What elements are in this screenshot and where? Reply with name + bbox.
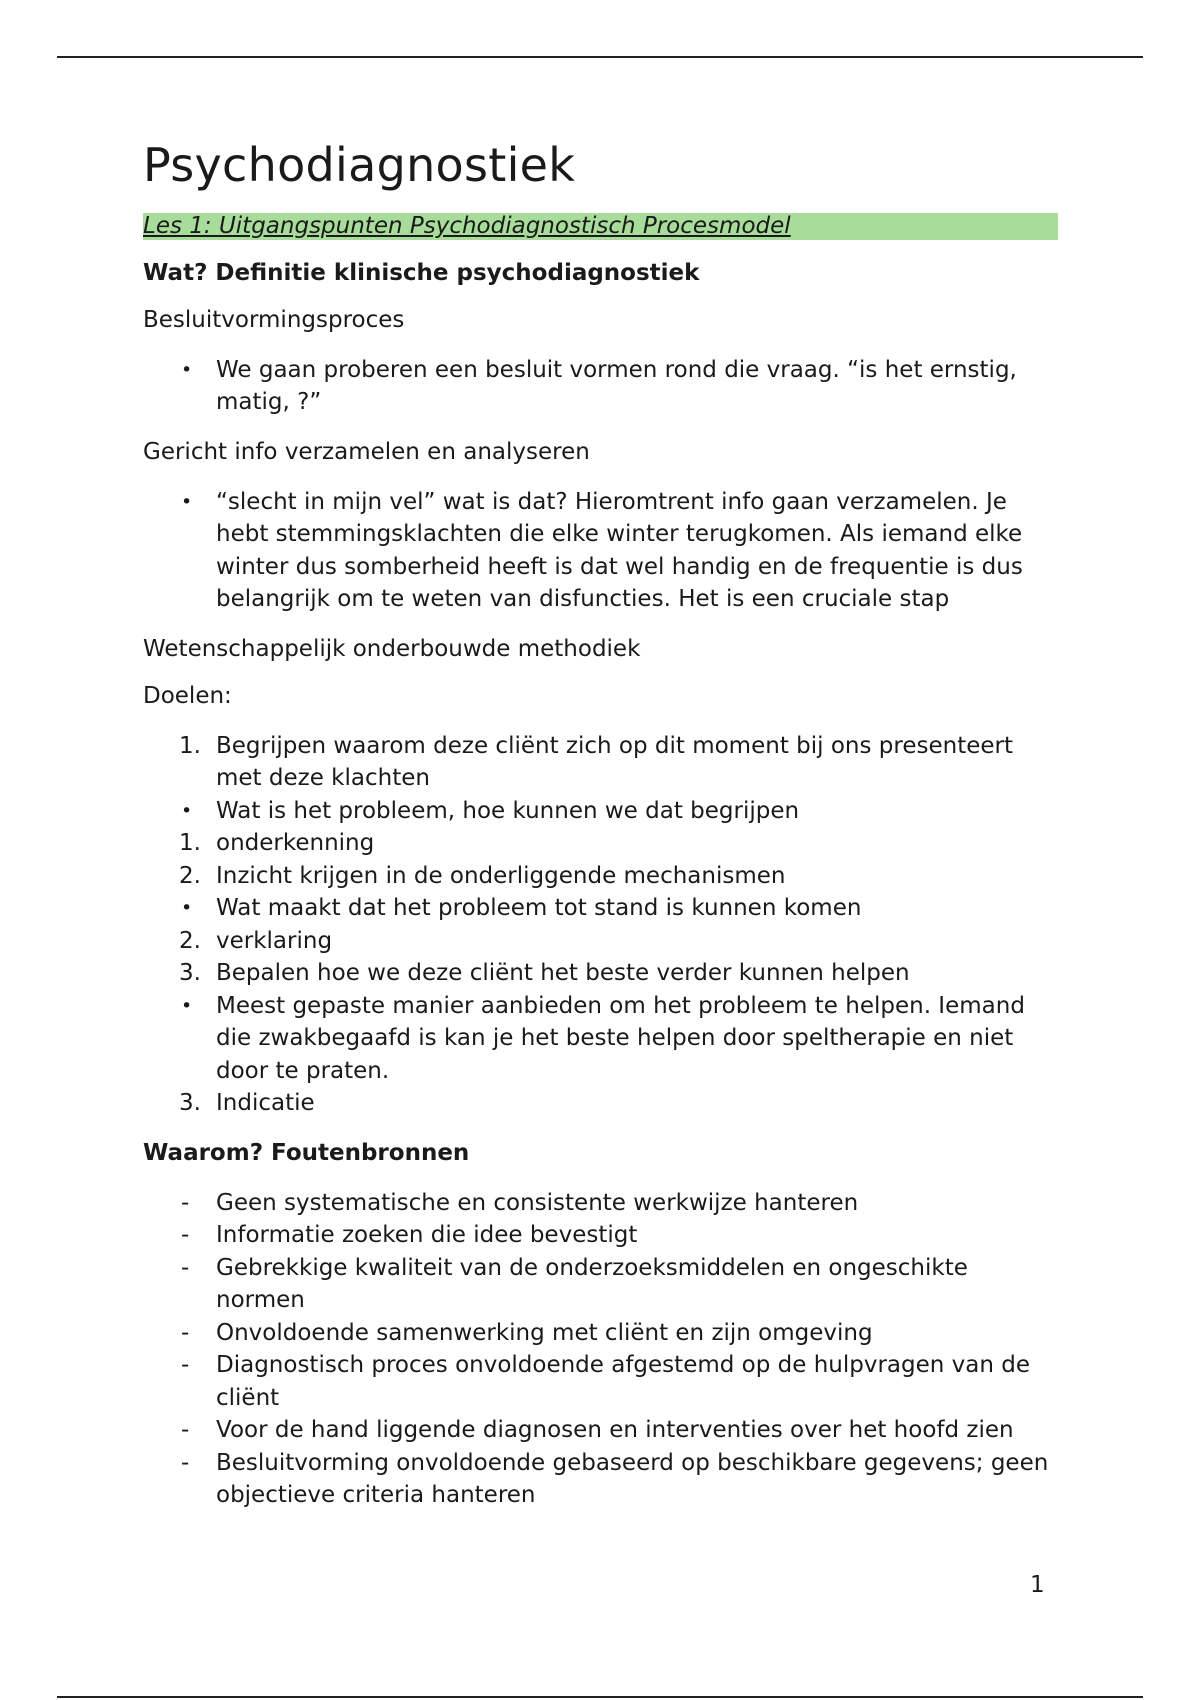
list-item: [143, 990, 1058, 1088]
list-item-text: Meest gepaste manier aanbieden om het probleem te helpen. Iemand die zwakbegaafd is kan je het beste helpen door speltherapie en niet door te praten.: [216, 992, 1025, 1084]
list-item-text: Inzicht krijgen in de onderliggende mechanismen: [216, 862, 786, 889]
list-item-text: Wat is het probleem, hoe kunnen we dat begrijpen: [216, 797, 800, 824]
paragraph-methodiek: Wetenschappelijk onderbouwde methodiek: [143, 635, 641, 662]
list-marker: 3.: [179, 1090, 201, 1117]
paragraph-besluitvormingsproces: Besluitvormingsproces: [143, 306, 405, 333]
list-marker: -: [181, 1417, 190, 1444]
document-page: [143, 140, 1058, 1532]
section-heading-foutenbronnen: Waarom? Foutenbronnen: [143, 1139, 470, 1166]
list-item: [143, 730, 1058, 795]
lesson-heading: [143, 213, 1058, 240]
list-item: [143, 1447, 1058, 1512]
section-heading-definition: Wat? Definitie klinische psychodiagnostiek: [143, 259, 700, 286]
list-item: [143, 1414, 1058, 1447]
page-top-rule: [57, 56, 1143, 58]
goals-list: [143, 730, 1058, 1120]
list-item: [143, 827, 1058, 860]
list-marker: -: [181, 1352, 190, 1379]
list-item-text: Onvoldoende samenwerking met cliënt en zijn omgeving: [216, 1319, 873, 1346]
list-marker: -: [181, 1449, 190, 1476]
list-item-text: onderkenning: [216, 830, 375, 857]
list-marker: 1.: [179, 732, 201, 759]
list-item: [143, 486, 1058, 616]
list-item-text: Diagnostisch proces onvoldoende afgestemd op de hulpvragen van de cliënt: [216, 1352, 1030, 1411]
list-marker: •: [181, 358, 193, 381]
list-item-text: Gebrekkige kwaliteit van de onderzoeksmiddelen en ongeschikte normen: [216, 1254, 968, 1314]
list-item: [143, 860, 1058, 893]
list-item-text: Informatie zoeken die idee bevestigt: [216, 1222, 638, 1249]
list-item: [143, 1349, 1058, 1414]
list-marker: -: [181, 1319, 190, 1346]
list-marker: -: [181, 1222, 190, 1249]
document-title: Psychodiagnostiek: [143, 138, 576, 192]
list-item-text: verklaring: [216, 927, 333, 954]
list-item: [143, 1317, 1058, 1350]
page-number: 1: [1030, 1572, 1045, 1598]
list-item: [143, 957, 1058, 990]
list-marker: •: [181, 490, 193, 513]
list-item-text: Begrijpen waarom deze cliënt zich op dit moment bij ons presenteert met deze klachten: [216, 732, 1013, 792]
error-sources-list: [143, 1187, 1058, 1512]
list-item-text: Geen systematische en consistente werkwijze hanteren: [216, 1189, 859, 1216]
paragraph-gericht-info: Gericht info verzamelen en analyseren: [143, 438, 590, 465]
bullet-list-gericht-info: [143, 486, 1058, 616]
list-item: [143, 354, 1058, 419]
list-marker: -: [181, 1189, 190, 1216]
list-item-text: Indicatie: [216, 1090, 315, 1117]
list-item-text: Wat maakt dat het probleem tot stand is kunnen komen: [216, 895, 862, 922]
list-item-text: We gaan proberen een besluit vormen rond die vraag. “is het ernstig, matig, ?”: [216, 356, 1017, 416]
paragraph-doelen: Doelen:: [143, 682, 232, 709]
list-item: [143, 892, 1058, 925]
list-marker: 1.: [179, 830, 201, 857]
list-item-text: Bepalen hoe we deze cliënt het beste verder kunnen helpen: [216, 960, 910, 987]
list-item: [143, 1087, 1058, 1120]
bullet-list-besluit: [143, 354, 1058, 419]
list-item: [143, 1187, 1058, 1220]
list-marker: -: [181, 1254, 190, 1281]
list-marker: 3.: [179, 960, 201, 987]
list-marker: 2.: [179, 927, 201, 954]
list-item: [143, 1252, 1058, 1317]
list-marker: •: [181, 897, 193, 920]
list-marker: •: [181, 994, 193, 1017]
list-marker: •: [181, 799, 193, 822]
lesson-heading-text: Les 1: Uitgangspunten Psychodiagnostisch Procesmodel: [143, 212, 791, 239]
list-marker: 2.: [179, 862, 201, 889]
list-item-text: “slecht in mijn vel” wat is dat? Hieromtrent info gaan verzamelen. Je hebt stemmingsklachten die elke winter terugkomen. Als iemand elke winter dus somberheid heeft is dat wel handig en de frequentie is dus belangrijk om te weten van disfuncties. Het is een cruciale stap: [216, 488, 1023, 613]
page-bottom-rule: [57, 1696, 1143, 1698]
list-item: [143, 1219, 1058, 1252]
list-item: [143, 925, 1058, 958]
list-item: [143, 795, 1058, 828]
list-item-text: Besluitvorming onvoldoende gebaseerd op beschikbare gegevens; geen objectieve criteria hanteren: [216, 1449, 1049, 1509]
list-item-text: Voor de hand liggende diagnosen en interventies over het hoofd zien: [216, 1417, 1014, 1444]
